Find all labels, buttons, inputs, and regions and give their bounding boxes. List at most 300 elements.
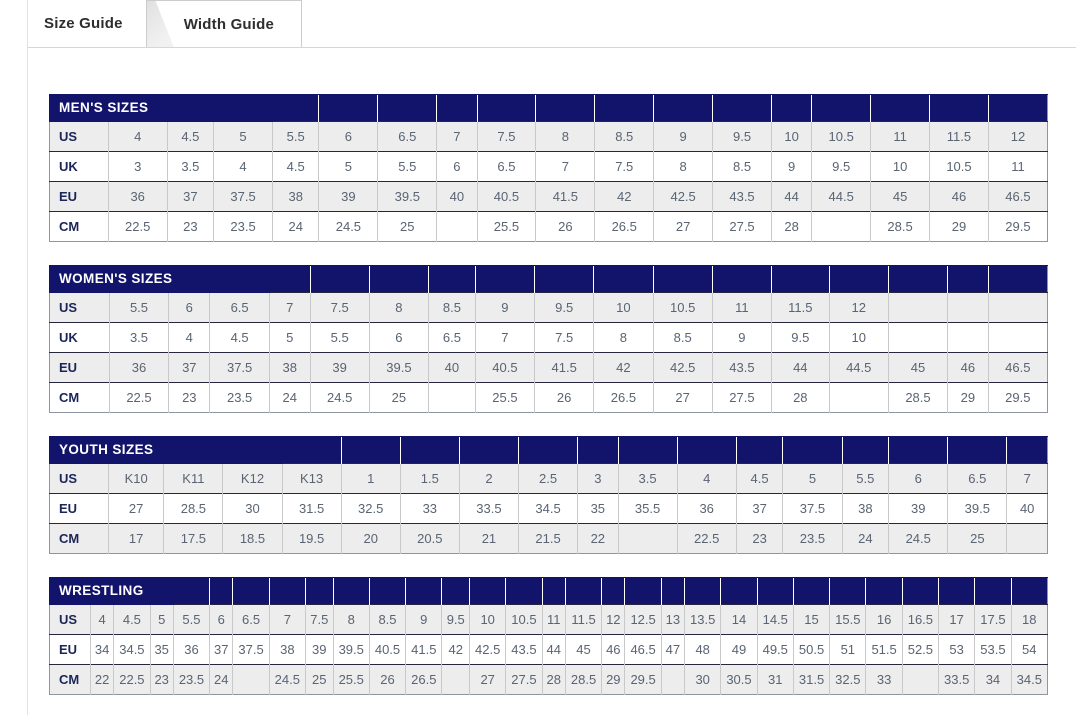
size-cell: 41.5: [536, 182, 595, 212]
size-cell: 45: [888, 353, 947, 383]
header-spacer-cell: [902, 578, 938, 605]
size-cell: 3.5: [618, 464, 677, 494]
size-cell: 4: [169, 323, 210, 353]
header-spacer-cell: [305, 578, 333, 605]
size-cell: 9.5: [442, 605, 470, 635]
table-title: WRESTLING: [50, 578, 174, 605]
size-cell: 10: [470, 605, 506, 635]
header-spacer-cell: [369, 266, 428, 293]
header-spacer-cell: [948, 266, 989, 293]
size-cell: 5: [319, 152, 378, 182]
size-cell: 24.5: [269, 665, 305, 695]
size-cell: 31.5: [282, 494, 341, 524]
row-label: UK: [59, 159, 78, 174]
header-spacer-cell: [889, 437, 948, 464]
size-cell: 45: [565, 635, 601, 665]
size-cell: 16.5: [902, 605, 938, 635]
header-spacer-cell: [988, 266, 1047, 293]
size-row-cm: [50, 383, 1048, 413]
size-cell: 6: [369, 323, 428, 353]
table-title: YOUTH SIZES: [50, 437, 283, 464]
row-label: EU: [59, 501, 78, 516]
size-cell: 12: [829, 293, 888, 323]
tab-size-guide[interactable]: Size Guide: [44, 15, 123, 32]
size-cell: 26: [535, 383, 594, 413]
size-cell: 22: [90, 665, 113, 695]
size-cell: 6: [169, 293, 210, 323]
header-spacer-cell: [625, 578, 661, 605]
size-cell: 9: [712, 323, 771, 353]
size-cell: 3: [578, 464, 618, 494]
size-cell: 23.5: [210, 383, 270, 413]
size-cell: 34: [975, 665, 1011, 695]
header-spacer-cell: [400, 437, 459, 464]
size-cell: 31: [757, 665, 793, 695]
size-cell: 17: [108, 524, 163, 554]
header-spacer-cell: [830, 578, 866, 605]
size-cell: [988, 293, 1047, 323]
size-cell: 5.5: [378, 152, 437, 182]
size-row-uk: [50, 152, 1048, 182]
size-cell: 27.5: [506, 665, 542, 695]
size-cell: 29: [602, 665, 625, 695]
size-cell: K12: [223, 464, 282, 494]
size-cell: 1: [341, 464, 400, 494]
size-cell: 30.5: [721, 665, 757, 695]
size-cell: 8.5: [429, 293, 476, 323]
header-spacer-cell: [459, 437, 518, 464]
size-cell: 4.5: [272, 152, 318, 182]
size-cell: 9.5: [772, 323, 830, 353]
size-cell: 29.5: [988, 212, 1047, 242]
size-cell: 35.5: [618, 494, 677, 524]
size-cell: 42.5: [654, 182, 713, 212]
size-cell: [661, 665, 684, 695]
size-cell: 42.5: [653, 353, 712, 383]
header-spacer-cell: [272, 95, 318, 122]
size-cell: 1.5: [400, 464, 459, 494]
size-cell: 44.5: [829, 353, 888, 383]
size-cell: 46: [602, 635, 625, 665]
size-cell: 11: [871, 122, 930, 152]
size-cell: 4.5: [210, 323, 270, 353]
row-label: US: [59, 612, 78, 627]
size-cell: 28.5: [164, 494, 223, 524]
size-cell: 25.5: [333, 665, 369, 695]
size-cell: [618, 524, 677, 554]
size-cell: 35: [150, 635, 173, 665]
size-cell: 28.5: [565, 665, 601, 695]
size-cell: 32.5: [341, 494, 400, 524]
size-row-eu: [50, 353, 1048, 383]
size-cell: 6.5: [210, 293, 270, 323]
size-cell: 11.5: [930, 122, 989, 152]
header-spacer-cell: [536, 95, 595, 122]
size-cell: 5: [150, 605, 173, 635]
size-cell: 20.5: [400, 524, 459, 554]
size-cell: 22.5: [114, 665, 150, 695]
size-cell: 16: [866, 605, 902, 635]
size-cell: 30: [223, 494, 282, 524]
size-cell: 8: [369, 293, 428, 323]
header-spacer-cell: [310, 266, 369, 293]
size-cell: 21: [459, 524, 518, 554]
size-cell: 18: [1011, 605, 1047, 635]
size-cell: 53: [939, 635, 975, 665]
size-cell: 7.5: [595, 152, 654, 182]
size-cell: 29: [948, 383, 989, 413]
size-cell: 50.5: [793, 635, 829, 665]
size-cell: 15: [793, 605, 829, 635]
size-cell: 21.5: [518, 524, 577, 554]
size-cell: 9.5: [812, 152, 871, 182]
header-spacer-cell: [518, 437, 577, 464]
size-cell: 40: [437, 182, 477, 212]
size-cell: 4.5: [114, 605, 150, 635]
header-spacer-cell: [988, 95, 1047, 122]
header-spacer-cell: [721, 578, 757, 605]
size-cell: 5.5: [109, 293, 169, 323]
size-cell: 42: [594, 353, 653, 383]
row-label: US: [59, 300, 78, 315]
size-cell: 6.5: [378, 122, 437, 152]
size-cell: 18.5: [223, 524, 282, 554]
header-spacer-cell: [939, 578, 975, 605]
size-table-mens-sizes: [49, 94, 1048, 242]
size-cell: 4: [90, 605, 113, 635]
header-spacer-cell: [654, 95, 713, 122]
size-cell: 25: [378, 212, 437, 242]
size-cell: 7: [437, 122, 477, 152]
header-spacer-cell: [842, 437, 889, 464]
row-label: US: [59, 471, 78, 486]
size-row-cm: [50, 665, 1048, 695]
size-cell: 44: [542, 635, 565, 665]
header-spacer-cell: [829, 266, 888, 293]
size-cell: 38: [269, 635, 305, 665]
size-cell: 10.5: [812, 122, 871, 152]
size-cell: 27: [654, 212, 713, 242]
size-cell: 44.5: [812, 182, 871, 212]
size-cell: 7: [536, 152, 595, 182]
size-cell: 7.5: [305, 605, 333, 635]
size-cell: 49.5: [757, 635, 793, 665]
size-cell: [429, 383, 476, 413]
size-cell: 37.5: [233, 635, 269, 665]
tab-fold-decoration-icon: [147, 1, 174, 47]
size-cell: 22.5: [108, 212, 167, 242]
size-cell: 49: [721, 635, 757, 665]
size-cell: 23: [169, 383, 210, 413]
size-cell: 40: [1007, 494, 1048, 524]
size-cell: 27.5: [712, 383, 771, 413]
header-spacer-cell: [888, 266, 947, 293]
size-cell: 24.5: [319, 212, 378, 242]
size-row-cm: [50, 524, 1048, 554]
header-spacer-cell: [661, 578, 684, 605]
header-spacer-cell: [866, 578, 902, 605]
size-cell: 10: [594, 293, 653, 323]
header-spacer-cell: [565, 578, 601, 605]
size-cell: 33.5: [939, 665, 975, 695]
size-cell: 37.5: [783, 494, 842, 524]
size-cell: 38: [270, 353, 311, 383]
header-spacer-cell: [713, 95, 772, 122]
size-cell: 5.5: [842, 464, 889, 494]
size-cell: 6.5: [429, 323, 476, 353]
size-cell: 43.5: [713, 182, 772, 212]
header-spacer-cell: [602, 578, 625, 605]
size-cell: 29: [930, 212, 989, 242]
size-cell: 9.5: [713, 122, 772, 152]
size-table-youth-sizes: [49, 436, 1048, 554]
size-cell: 5.5: [272, 122, 318, 152]
size-cell: 26.5: [595, 212, 654, 242]
size-cell: 9: [654, 122, 713, 152]
size-cell: 12.5: [625, 605, 661, 635]
header-spacer-cell: [270, 266, 311, 293]
size-cell: K11: [164, 464, 223, 494]
size-cell: 44: [771, 182, 811, 212]
header-spacer-cell: [653, 266, 712, 293]
size-cell: 9: [771, 152, 811, 182]
row-label: EU: [59, 189, 78, 204]
size-cell: 42: [442, 635, 470, 665]
header-spacer-cell: [210, 578, 233, 605]
size-cell: 32.5: [830, 665, 866, 695]
size-row-us: [50, 605, 1048, 635]
size-cell: 6: [319, 122, 378, 152]
row-label: US: [59, 129, 78, 144]
size-cell: 5: [270, 323, 311, 353]
header-spacer-cell: [772, 266, 830, 293]
header-spacer-cell: [1007, 437, 1048, 464]
size-cell: 4: [108, 122, 167, 152]
tab-width-guide[interactable]: [146, 0, 302, 47]
size-cell: 4: [677, 464, 736, 494]
size-table-womens-sizes: [49, 265, 1048, 413]
size-cell: 11: [712, 293, 771, 323]
size-cell: 11: [988, 152, 1047, 182]
header-spacer-cell: [618, 437, 677, 464]
size-cell: 28: [771, 212, 811, 242]
size-cell: 53.5: [975, 635, 1011, 665]
header-spacer-cell: [771, 95, 811, 122]
size-cell: 29.5: [625, 665, 661, 695]
size-cell: 5.5: [310, 323, 369, 353]
size-cell: 25: [948, 524, 1007, 554]
size-cell: 25.5: [477, 212, 536, 242]
size-cell: 25: [369, 383, 428, 413]
size-cell: 40.5: [369, 635, 405, 665]
header-spacer-cell: [677, 437, 736, 464]
size-cell: 11: [542, 605, 565, 635]
header-spacer-cell: [736, 437, 783, 464]
size-cell: 17: [939, 605, 975, 635]
size-cell: 42.5: [470, 635, 506, 665]
size-cell: 5: [214, 122, 273, 152]
size-cell: K13: [282, 464, 341, 494]
header-spacer-cell: [333, 578, 369, 605]
size-cell: 14.5: [757, 605, 793, 635]
size-cell: [948, 323, 989, 353]
tab-width-guide-label: Width Guide: [183, 15, 275, 33]
size-cell: 7: [270, 293, 311, 323]
header-spacer-cell: [1011, 578, 1047, 605]
size-cell: 6: [437, 152, 477, 182]
size-cell: 11.5: [565, 605, 601, 635]
size-cell: 36: [173, 635, 209, 665]
size-cell: 24.5: [310, 383, 369, 413]
size-cell: 10.5: [653, 293, 712, 323]
size-cell: 34.5: [1011, 665, 1047, 695]
size-cell: 33.5: [459, 494, 518, 524]
header-spacer-cell: [578, 437, 618, 464]
size-cell: 54: [1011, 635, 1047, 665]
size-cell: 37: [167, 182, 213, 212]
size-cell: 28: [542, 665, 565, 695]
table-header-row: [50, 95, 1048, 122]
size-cell: 29.5: [988, 383, 1047, 413]
size-cell: 46.5: [988, 353, 1047, 383]
size-cell: 39: [889, 494, 948, 524]
table-title: MEN'S SIZES: [50, 95, 273, 122]
size-row-cm: [50, 212, 1048, 242]
size-cell: [888, 293, 947, 323]
size-cell: 8.5: [653, 323, 712, 353]
header-spacer-cell: [282, 437, 341, 464]
size-cell: 13: [661, 605, 684, 635]
size-cell: 4: [214, 152, 273, 182]
size-cell: 2.5: [518, 464, 577, 494]
size-cell: 35: [578, 494, 618, 524]
header-spacer-cell: [930, 95, 989, 122]
size-cell: K10: [108, 464, 163, 494]
row-label: CM: [59, 531, 80, 546]
size-cell: 27: [470, 665, 506, 695]
header-spacer-cell: [470, 578, 506, 605]
size-row-us: [50, 464, 1048, 494]
header-spacer-cell: [594, 266, 653, 293]
size-cell: 52.5: [902, 635, 938, 665]
size-cell: 41.5: [535, 353, 594, 383]
size-cell: 8: [536, 122, 595, 152]
size-cell: 47: [661, 635, 684, 665]
size-table-wrestling: [49, 577, 1048, 695]
size-cell: 7.5: [535, 323, 594, 353]
size-cell: 20: [341, 524, 400, 554]
size-cell: 23: [736, 524, 783, 554]
header-spacer-cell: [406, 578, 442, 605]
row-label: EU: [59, 360, 78, 375]
size-cell: 37: [210, 635, 233, 665]
size-cell: 7.5: [477, 122, 536, 152]
size-cell: 36: [677, 494, 736, 524]
header-spacer-cell: [233, 578, 269, 605]
size-cell: 24: [210, 665, 233, 695]
header-spacer-cell: [437, 95, 477, 122]
size-cell: 8: [594, 323, 653, 353]
size-cell: 19.5: [282, 524, 341, 554]
size-row-eu: [50, 494, 1048, 524]
size-cell: 7.5: [310, 293, 369, 323]
header-spacer-cell: [535, 266, 594, 293]
header-spacer-cell: [685, 578, 721, 605]
size-cell: 3: [108, 152, 167, 182]
size-cell: 41.5: [406, 635, 442, 665]
size-cell: 9.5: [535, 293, 594, 323]
size-cell: 37: [736, 494, 783, 524]
size-row-eu: [50, 635, 1048, 665]
size-cell: 10: [771, 122, 811, 152]
size-cell: 3.5: [167, 152, 213, 182]
size-cell: [442, 665, 470, 695]
size-cell: 24: [272, 212, 318, 242]
header-spacer-cell: [975, 578, 1011, 605]
header-spacer-cell: [475, 266, 534, 293]
size-cell: 31.5: [793, 665, 829, 695]
size-row-us: [50, 293, 1048, 323]
size-cell: 10: [871, 152, 930, 182]
size-cell: 23.5: [783, 524, 842, 554]
size-cell: 6: [889, 464, 948, 494]
size-cell: 5: [783, 464, 842, 494]
size-cell: 22: [578, 524, 618, 554]
size-cell: 9: [475, 293, 534, 323]
size-cell: 6: [210, 605, 233, 635]
size-cell: 39.5: [333, 635, 369, 665]
header-spacer-cell: [378, 95, 437, 122]
tab-bar: [28, 0, 1076, 48]
size-cell: 10: [829, 323, 888, 353]
header-spacer-cell: [542, 578, 565, 605]
size-cell: 4.5: [736, 464, 783, 494]
size-tables-container: [28, 48, 1076, 715]
size-cell: 10.5: [930, 152, 989, 182]
table-header-row: [50, 578, 1048, 605]
header-spacer-cell: [173, 578, 209, 605]
row-label: CM: [59, 390, 80, 405]
size-cell: 25: [305, 665, 333, 695]
size-cell: 33: [866, 665, 902, 695]
size-cell: 8.5: [595, 122, 654, 152]
size-cell: [812, 212, 871, 242]
size-cell: 39: [310, 353, 369, 383]
header-spacer-cell: [595, 95, 654, 122]
size-cell: 13.5: [685, 605, 721, 635]
size-cell: 9: [406, 605, 442, 635]
size-cell: 46: [930, 182, 989, 212]
size-cell: 8.5: [713, 152, 772, 182]
size-cell: 27: [653, 383, 712, 413]
size-cell: 24: [842, 524, 889, 554]
size-cell: 7: [269, 605, 305, 635]
header-spacer-cell: [442, 578, 470, 605]
header-spacer-cell: [783, 437, 842, 464]
size-cell: 27: [108, 494, 163, 524]
header-spacer-cell: [871, 95, 930, 122]
row-label: CM: [59, 672, 80, 687]
size-cell: 37.5: [214, 182, 273, 212]
size-cell: 6.5: [948, 464, 1007, 494]
size-cell: 5.5: [173, 605, 209, 635]
size-cell: 26: [369, 665, 405, 695]
size-cell: 28.5: [888, 383, 947, 413]
size-cell: 33: [400, 494, 459, 524]
size-cell: [948, 293, 989, 323]
header-spacer-cell: [948, 437, 1007, 464]
header-spacer-cell: [712, 266, 771, 293]
